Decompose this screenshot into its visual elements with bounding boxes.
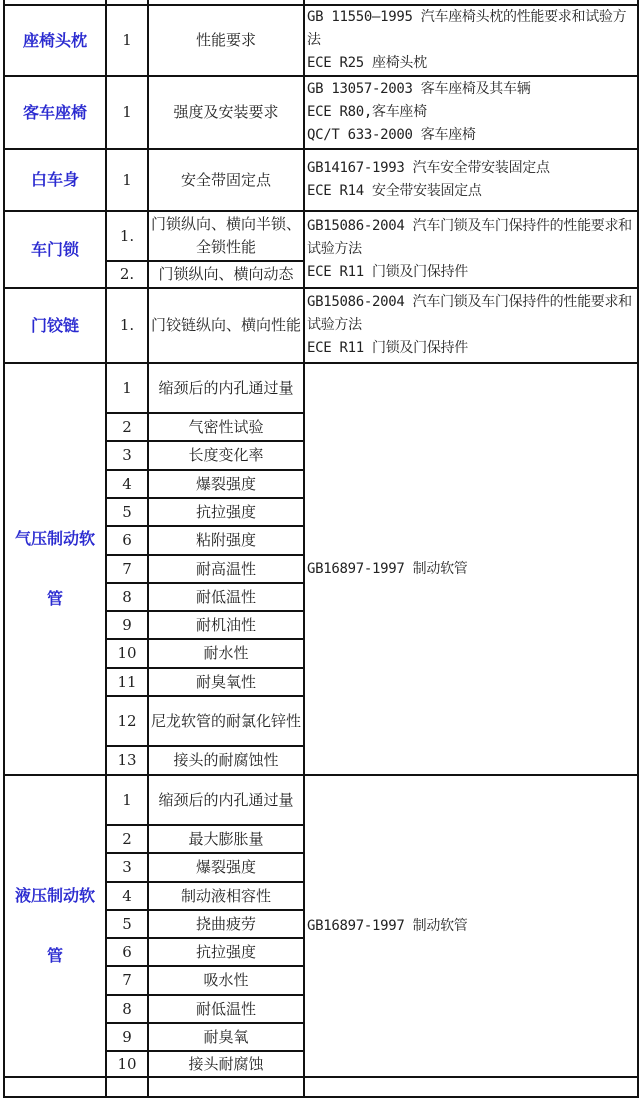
test-item: 耐臭氧 [148, 1023, 304, 1051]
test-item: 门锁纵向、横向半锁、全锁性能 [148, 211, 304, 261]
test-item: 抗拉强度 [148, 938, 304, 966]
standard-line: ECE R80,客车座椅 [307, 104, 427, 120]
standard-line: QC/T 633-2000 客车座椅 [307, 127, 476, 143]
standards-cell [304, 5, 638, 76]
table-row [4, 1077, 638, 1097]
cell [4, 1077, 106, 1097]
item-number: 3 [106, 853, 148, 882]
standard-line: ECE R11 门锁及门保持件 [307, 264, 468, 280]
item-number: 8 [106, 995, 148, 1023]
standard-line: ECE R25 座椅头枕 [307, 55, 427, 71]
table-row [4, 363, 638, 413]
cell [304, 1077, 638, 1097]
item-number: 10 [106, 639, 148, 668]
item-number: 1 [106, 149, 148, 211]
item-number: 8 [106, 583, 148, 611]
category-label: 液压制动软管 [14, 886, 95, 965]
cell [106, 1077, 148, 1097]
test-item: 接头耐腐蚀 [148, 1051, 304, 1077]
test-item: 气密性试验 [148, 413, 304, 441]
item-number: 7 [106, 555, 148, 583]
standards-cell [304, 211, 638, 288]
item-number: 5 [106, 498, 148, 526]
standard-line: GB16897-1997 制动软管 [307, 917, 468, 934]
item-number: 4 [106, 882, 148, 910]
standard-line: GB 13057-2003 客车座椅及其车辆 [307, 81, 531, 97]
item-number: 7 [106, 966, 148, 995]
test-item: 安全带固定点 [148, 149, 304, 211]
test-item: 粘附强度 [148, 526, 304, 555]
test-item: 爆裂强度 [148, 853, 304, 882]
standards-table [3, 0, 639, 1098]
test-item: 长度变化率 [148, 441, 304, 470]
item-number: 6 [106, 938, 148, 966]
category-label: 客车座椅 [22, 102, 87, 122]
item-number: 2. [106, 261, 148, 288]
item-number: 11 [106, 668, 148, 696]
category-cell [4, 211, 106, 288]
table-row [4, 5, 638, 76]
item-number: 6 [106, 526, 148, 555]
standards-cell [304, 76, 638, 149]
item-number: 1. [106, 288, 148, 363]
test-item: 吸水性 [148, 966, 304, 995]
item-number: 9 [106, 1023, 148, 1051]
item-number: 5 [106, 910, 148, 938]
standards-cell [304, 775, 638, 1077]
test-item: 制动液相容性 [148, 882, 304, 910]
item-number: 1. [106, 211, 148, 261]
standard-line: GB15086-2004 汽车门锁及车门保持件的性能要求和试验方法 [307, 294, 632, 333]
test-item: 最大膨胀量 [148, 825, 304, 853]
table-row [4, 211, 638, 261]
item-number: 1 [106, 363, 148, 413]
item-number: 12 [106, 696, 148, 746]
test-item: 耐水性 [148, 639, 304, 668]
table-row [4, 149, 638, 211]
item-number: 1 [106, 76, 148, 149]
table-row [4, 775, 638, 825]
test-item: 挠曲疲劳 [148, 910, 304, 938]
test-item: 强度及安装要求 [148, 76, 304, 149]
item-number: 1 [106, 5, 148, 76]
test-item: 耐臭氧性 [148, 668, 304, 696]
test-item: 耐机油性 [148, 611, 304, 639]
test-item: 尼龙软管的耐氯化锌性 [148, 696, 304, 746]
test-item: 缩颈后的内孔通过量 [148, 363, 304, 413]
category-label: 车门锁 [30, 239, 79, 259]
table-row [4, 288, 638, 363]
category-cell [4, 5, 106, 76]
category-label: 气压制动软管 [14, 529, 95, 608]
item-number: 9 [106, 611, 148, 639]
standard-line: GB15086-2004 汽车门锁及车门保持件的性能要求和试验方法 [307, 218, 632, 257]
standards-cell [304, 149, 638, 211]
category-label: 座椅头枕 [22, 30, 87, 50]
table-row [4, 76, 638, 149]
item-number: 10 [106, 1051, 148, 1077]
test-item: 接头的耐腐蚀性 [148, 746, 304, 775]
category-cell [4, 76, 106, 149]
standard-line: ECE R11 门锁及门保持件 [307, 340, 468, 356]
category-cell [4, 288, 106, 363]
category-cell [4, 363, 106, 775]
item-number: 3 [106, 441, 148, 470]
item-number: 4 [106, 470, 148, 498]
standard-line: GB 11550—1995 汽车座椅头枕的性能要求和试验方法 [307, 9, 627, 48]
item-number: 2 [106, 825, 148, 853]
standards-cell [304, 288, 638, 363]
category-label: 白车身 [30, 170, 79, 189]
test-item: 性能要求 [148, 5, 304, 76]
standard-line: GB14167-1993 汽车安全带安装固定点 [307, 160, 550, 176]
test-item: 门锁纵向、横向动态 [148, 261, 304, 288]
cell [148, 1077, 304, 1097]
item-number: 1 [106, 775, 148, 825]
standard-line: ECE R14 安全带安装固定点 [307, 183, 482, 199]
category-cell [4, 775, 106, 1077]
test-item: 耐高温性 [148, 555, 304, 583]
test-item: 缩颈后的内孔通过量 [148, 775, 304, 825]
standards-cell [304, 363, 638, 775]
test-item: 抗拉强度 [148, 498, 304, 526]
item-number: 2 [106, 413, 148, 441]
category-cell [4, 149, 106, 211]
standard-line: GB16897-1997 制动软管 [307, 560, 468, 577]
item-number: 13 [106, 746, 148, 775]
test-item: 门铰链纵向、横向性能 [148, 288, 304, 363]
category-label: 门铰链 [30, 315, 79, 335]
test-item: 耐低温性 [148, 995, 304, 1023]
test-item: 爆裂强度 [148, 470, 304, 498]
test-item: 耐低温性 [148, 583, 304, 611]
